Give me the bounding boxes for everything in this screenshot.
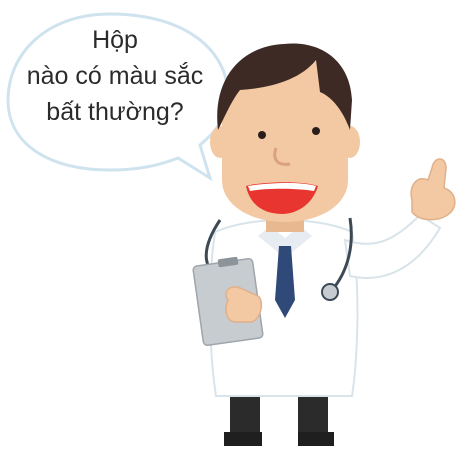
left-ear-icon bbox=[210, 126, 230, 158]
bubble-line-1: Hộp bbox=[92, 26, 138, 54]
stethoscope-chestpiece-icon bbox=[322, 284, 338, 300]
left-eye-icon bbox=[258, 131, 266, 139]
speech-bubble-text bbox=[0, 22, 230, 130]
right-ear-icon bbox=[340, 126, 360, 158]
bubble-line-2: nào có màu sắc bbox=[26, 62, 204, 90]
bubble-line-3: bất thường? bbox=[46, 98, 184, 126]
left-shoe-icon bbox=[224, 432, 262, 446]
right-shoe-icon bbox=[298, 432, 334, 446]
right-eye-icon bbox=[312, 127, 320, 135]
raised-arm-sleeve bbox=[345, 215, 440, 278]
pointing-hand-icon bbox=[411, 159, 455, 220]
legs bbox=[224, 390, 334, 446]
